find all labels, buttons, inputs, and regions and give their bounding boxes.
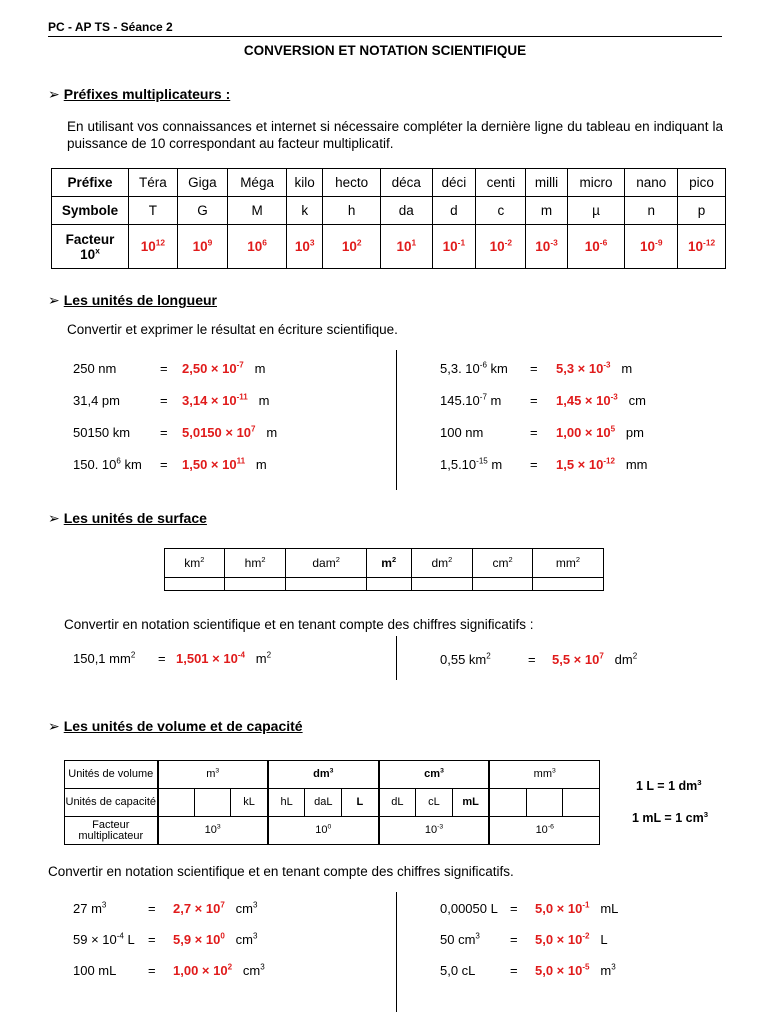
equals-sign: = xyxy=(158,651,166,666)
surface-blank-cell xyxy=(473,578,533,591)
result-mantissa: $5,0 \times 10^{-2}$ xyxy=(535,931,590,947)
result-mantissa: $5,9 \times 10^0$ xyxy=(173,931,225,947)
capacity-unit-cell xyxy=(526,789,562,817)
section-volume-heading: ➢ Les unités de volume et de capacité xyxy=(48,718,303,734)
volume-unit: $mm^3$ xyxy=(533,767,556,780)
prefix-name-cell: déca xyxy=(381,169,432,197)
volume-units-row xyxy=(65,761,600,789)
factor-value: $10^2$ xyxy=(341,237,362,254)
result-mantissa: $5,5 \times 10^7$ xyxy=(552,651,604,667)
volume-unit-cell xyxy=(379,761,490,789)
result-mantissa: $3,14 \times 10^{-11}$ xyxy=(182,392,248,408)
row-label-capacity: Unités de capacité xyxy=(65,789,158,817)
conversion-result: $1,00 \times 10^5$ pm xyxy=(556,424,644,440)
factor-value: $10^3$ xyxy=(294,237,315,254)
prefix-symbol-cell: n xyxy=(625,197,678,225)
prefix-factor-cell xyxy=(177,225,227,269)
factor-value: $10^{-3}$ xyxy=(424,823,444,836)
result-mantissa: $1,501 \times 10^{-4}$ xyxy=(176,650,245,666)
factor-value: $10^6$ xyxy=(247,237,267,254)
prefix-symbol-cell: h xyxy=(323,197,381,225)
prefix-symbol-cell: m xyxy=(526,197,567,225)
capacity-units-row xyxy=(65,789,600,817)
surface-unit-cell xyxy=(411,549,473,578)
surface-units-row xyxy=(165,549,604,578)
prefix-table xyxy=(51,168,726,269)
page-title: CONVERSION ET NOTATION SCIENTIFIQUE xyxy=(243,43,527,58)
volume-unit: $dm^3$ xyxy=(313,767,334,780)
result-mantissa: $1,50 \times 10^{11}$ xyxy=(182,456,246,472)
surface-empty-row xyxy=(165,578,604,591)
volume-unit: $m^3$ xyxy=(206,767,220,780)
prefix-factor-cell xyxy=(323,225,381,269)
lengths-divider xyxy=(396,350,397,490)
prefix-symbol-cell: c xyxy=(476,197,526,225)
result-mantissa: $5,0 \times 10^{-1}$ xyxy=(535,900,590,916)
capacity-unit-cell xyxy=(563,789,600,817)
equivalence-millilitre: 1 mL = 1 $cm^3$ xyxy=(632,809,708,825)
prefix-factor-cell xyxy=(381,225,432,269)
prefix-name-cell: nano xyxy=(625,169,678,197)
prefix-name-cell: hecto xyxy=(323,169,381,197)
surface-blank-cell xyxy=(286,578,366,591)
equals-sign: = xyxy=(510,901,518,916)
capacity-unit-cell xyxy=(194,789,230,817)
equals-sign: = xyxy=(530,361,538,376)
prefix-name-cell: micro xyxy=(567,169,625,197)
conversion-result: $5,5 \times 10^7$ $dm^2$ xyxy=(552,651,638,667)
prefix-name-cell: kilo xyxy=(287,169,323,197)
factor-value: $10^{-3}$ xyxy=(535,237,558,254)
result-mantissa: $5,0150 \times 10^7$ xyxy=(182,424,256,440)
conversion-quantity: 100 nm xyxy=(440,425,484,440)
factor-value: $10^{-1}$ xyxy=(442,237,466,254)
conversion-quantity: 27 $m^3$ xyxy=(73,900,107,916)
conversion-result: $5,3 \times 10^{-3}$ m xyxy=(556,360,633,376)
section-prefixes-heading: ➢ Préfixes multiplicateurs : xyxy=(48,86,231,102)
factor-value: $10^{-6}$ xyxy=(535,823,554,836)
surface-blank-cell xyxy=(224,578,286,591)
factor-value: $10^{12}$ xyxy=(140,237,166,254)
prefix-row-factors xyxy=(52,225,726,269)
factor-row xyxy=(65,817,600,845)
section-surface-heading: ➢ Les unités de surface xyxy=(48,510,207,526)
volume-divider xyxy=(396,892,397,1012)
row-label-volume: Unités de volume xyxy=(65,761,158,789)
surface-unit-cell xyxy=(224,549,286,578)
volume-unit-cell xyxy=(489,761,599,789)
factor-value: $10^9$ xyxy=(192,237,213,254)
prefix-factor-cell xyxy=(432,225,476,269)
prefix-row-names xyxy=(52,169,726,197)
prefix-symbol-cell: M xyxy=(228,197,287,225)
result-mantissa: $1,00 \times 10^5$ xyxy=(556,424,616,440)
surface-unit: $hm^2$ xyxy=(244,555,266,570)
volume-unit-cell xyxy=(158,761,268,789)
result-mantissa: $1,45 \times 10^{-3}$ xyxy=(556,392,618,408)
surface-unit: $km^2$ xyxy=(184,555,205,570)
conversion-result: $5,0 \times 10^{-5}$ $m^3$ xyxy=(535,962,616,978)
factor-cell xyxy=(268,817,379,845)
surface-table xyxy=(164,548,604,591)
conversion-quantity: 50 $cm^3$ xyxy=(440,931,480,947)
volume-unit-cell xyxy=(268,761,379,789)
equals-sign: = xyxy=(160,393,168,408)
conversion-result: $1,5 \times 10^{-12}$ mm xyxy=(556,456,648,472)
factor-value: $10^{-2}$ xyxy=(489,237,513,254)
prefix-name-cell: pico xyxy=(678,169,726,197)
row-label-factor-mult: Facteur multiplicateur xyxy=(65,817,158,845)
equals-sign: = xyxy=(528,652,536,667)
arrow-bullet-icon: ➢ xyxy=(48,292,60,308)
capacity-unit-cell: dL xyxy=(379,789,416,817)
conversion-result: $2,50 \times 10^{-7}$ m xyxy=(182,360,266,376)
surface-unit: $cm^2$ xyxy=(492,555,513,570)
equals-sign: = xyxy=(148,901,156,916)
surface-intro: Convertir en notation scientifique et en tenant compte des chiffres significatifs : xyxy=(64,617,534,632)
surface-unit: dam$^2$ xyxy=(312,555,340,570)
capacity-unit-cell: L xyxy=(342,789,379,817)
conversion-quantity: 250 nm xyxy=(73,361,117,376)
conversion-result: $1,501 \times 10^{-4}$ $m^2$ xyxy=(176,650,272,666)
surface-blank-cell xyxy=(165,578,225,591)
factor-value: $10^0$ xyxy=(315,823,332,836)
result-mantissa: $5,0 \times 10^{-5}$ xyxy=(535,962,590,978)
conversion-result: $3,14 \times 10^{-11}$ m xyxy=(182,392,270,408)
factor-value: $10^{-6}$ xyxy=(584,237,608,254)
capacity-unit-cell: hL xyxy=(268,789,305,817)
row-label-factor: Facteur 10$^x$ xyxy=(52,225,129,269)
prefix-factor-cell xyxy=(567,225,625,269)
conversion-quantity: 150. $10^6$ km xyxy=(73,456,142,472)
conversion-quantity: 50150 km xyxy=(73,425,131,440)
result-mantissa: $1,5 \times 10^{-12}$ xyxy=(556,456,615,472)
section-lengths-heading: ➢ Les unités de longueur xyxy=(48,292,217,308)
prefix-symbol-cell: p xyxy=(678,197,726,225)
equals-sign: = xyxy=(160,457,168,472)
capacity-unit-cell: mL xyxy=(452,789,489,817)
prefixes-intro: En utilisant vos connaissances et internet si nécessaire compléter la dernière ligne du tableau en indiquant la puissance de 10 correspondant au facteur multiplicatif. xyxy=(67,119,723,151)
surface-unit-cell xyxy=(366,549,411,578)
equals-sign: = xyxy=(148,932,156,947)
surface-unit-cell xyxy=(473,549,533,578)
prefix-factor-cell xyxy=(625,225,678,269)
equals-sign: = xyxy=(148,963,156,978)
prefix-name-cell: déci xyxy=(432,169,476,197)
conversion-quantity: 150,1 $mm^2$ xyxy=(73,650,136,666)
factor-cell xyxy=(379,817,490,845)
volume-intro: Convertir en notation scientifique et en tenant compte des chiffres significatifs. xyxy=(48,864,514,879)
conversion-result: $1,50 \times 10^{11}$ m xyxy=(182,456,267,472)
prefix-name-cell: milli xyxy=(526,169,567,197)
surface-unit-cell xyxy=(286,549,366,578)
surface-unit: $dm^2$ xyxy=(431,555,453,570)
conversion-quantity: 31,4 pm xyxy=(73,393,120,408)
surface-blank-cell xyxy=(532,578,603,591)
result-mantissa: $2,7 \times 10^7$ xyxy=(173,900,225,916)
conversion-quantity: 0,55 $km^2$ xyxy=(440,651,491,667)
prefix-symbol-cell: µ xyxy=(567,197,625,225)
row-label-prefix: Préfixe xyxy=(52,169,129,197)
result-mantissa: $1,00 \times 10^2$ xyxy=(173,962,233,978)
prefix-name-cell: centi xyxy=(476,169,526,197)
result-mantissa: $5,3 \times 10^{-3}$ xyxy=(556,360,611,376)
header-rule xyxy=(48,36,722,37)
conversion-result: $1,45 \times 10^{-3}$ cm xyxy=(556,392,646,408)
arrow-bullet-icon: ➢ xyxy=(48,718,60,734)
prefix-factor-cell xyxy=(678,225,726,269)
conversion-quantity: 5,3. $10^{-6}$ km xyxy=(440,360,508,376)
equals-sign: = xyxy=(160,361,168,376)
prefix-row-symbols xyxy=(52,197,726,225)
conversion-quantity: $145.10^{-7}$ m xyxy=(440,392,502,408)
equals-sign: = xyxy=(530,425,538,440)
conversion-quantity: 0,00050 L xyxy=(440,901,498,916)
row-label-symbol: Symbole xyxy=(52,197,129,225)
factor-value: $10^1$ xyxy=(396,237,417,254)
conversion-result: $5,0 \times 10^{-2}$ L xyxy=(535,931,608,947)
surface-blank-cell xyxy=(411,578,473,591)
conversion-result: $5,9 \times 10^0$ $cm^3$ xyxy=(173,931,258,947)
conversion-quantity: 100 mL xyxy=(73,963,117,978)
surface-unit-cell xyxy=(532,549,603,578)
prefix-name-cell: Giga xyxy=(177,169,227,197)
conversion-quantity: $1,5.10^{-15}$ m xyxy=(440,456,503,472)
prefix-symbol-cell: k xyxy=(287,197,323,225)
capacity-unit-cell xyxy=(489,789,526,817)
factor-cell xyxy=(489,817,599,845)
volume-table xyxy=(64,760,600,845)
surface-blank-cell xyxy=(366,578,411,591)
equals-sign: = xyxy=(530,393,538,408)
prefix-name-cell: Téra xyxy=(129,169,178,197)
capacity-unit-cell: kL xyxy=(231,789,268,817)
prefix-factor-cell xyxy=(476,225,526,269)
volume-unit: $cm^3$ xyxy=(424,767,444,780)
surface-unit-cell xyxy=(165,549,225,578)
prefix-symbol-cell: d xyxy=(432,197,476,225)
capacity-unit-cell: daL xyxy=(305,789,342,817)
surface-divider xyxy=(396,636,397,680)
conversion-result: $5,0150 \times 10^7$ m xyxy=(182,424,278,440)
factor-value: $10^{-12}$ xyxy=(688,237,716,254)
conversion-result: $1,00 \times 10^2$ $cm^3$ xyxy=(173,962,265,978)
equivalence-litre: 1 L = 1 $dm^3$ xyxy=(636,777,702,793)
course-header: PC - AP TS - Séance 2 xyxy=(48,20,173,34)
conversion-result: $5,0 \times 10^{-1}$ mL xyxy=(535,900,619,916)
prefix-symbol-cell: da xyxy=(381,197,432,225)
prefix-factor-cell xyxy=(526,225,567,269)
surface-unit: $m^2$ xyxy=(381,555,397,570)
result-mantissa: $2,50 \times 10^{-7}$ xyxy=(182,360,244,376)
factor-value: $10^3$ xyxy=(204,823,221,836)
equals-sign: = xyxy=(510,963,518,978)
prefix-name-cell: Méga xyxy=(228,169,287,197)
prefix-factor-cell xyxy=(228,225,287,269)
equals-sign: = xyxy=(510,932,518,947)
equals-sign: = xyxy=(160,425,168,440)
conversion-quantity: 5,0 cL xyxy=(440,963,476,978)
arrow-bullet-icon: ➢ xyxy=(48,510,60,526)
conversion-result: $2,7 \times 10^7$ $cm^3$ xyxy=(173,900,258,916)
prefix-factor-cell xyxy=(287,225,323,269)
capacity-unit-cell: cL xyxy=(416,789,453,817)
equals-sign: = xyxy=(530,457,538,472)
lengths-intro: Convertir et exprimer le résultat en écriture scientifique. xyxy=(67,322,398,337)
prefix-symbol-cell: T xyxy=(129,197,178,225)
capacity-unit-cell xyxy=(158,789,195,817)
factor-cell xyxy=(158,817,268,845)
prefix-symbol-cell: G xyxy=(177,197,227,225)
prefix-factor-cell xyxy=(129,225,178,269)
factor-value: $10^{-9}$ xyxy=(640,237,663,254)
arrow-bullet-icon: ➢ xyxy=(48,86,60,102)
conversion-quantity: $59 \times 10^{-4}$ L xyxy=(73,931,135,947)
surface-unit: $mm^2$ xyxy=(555,555,581,570)
